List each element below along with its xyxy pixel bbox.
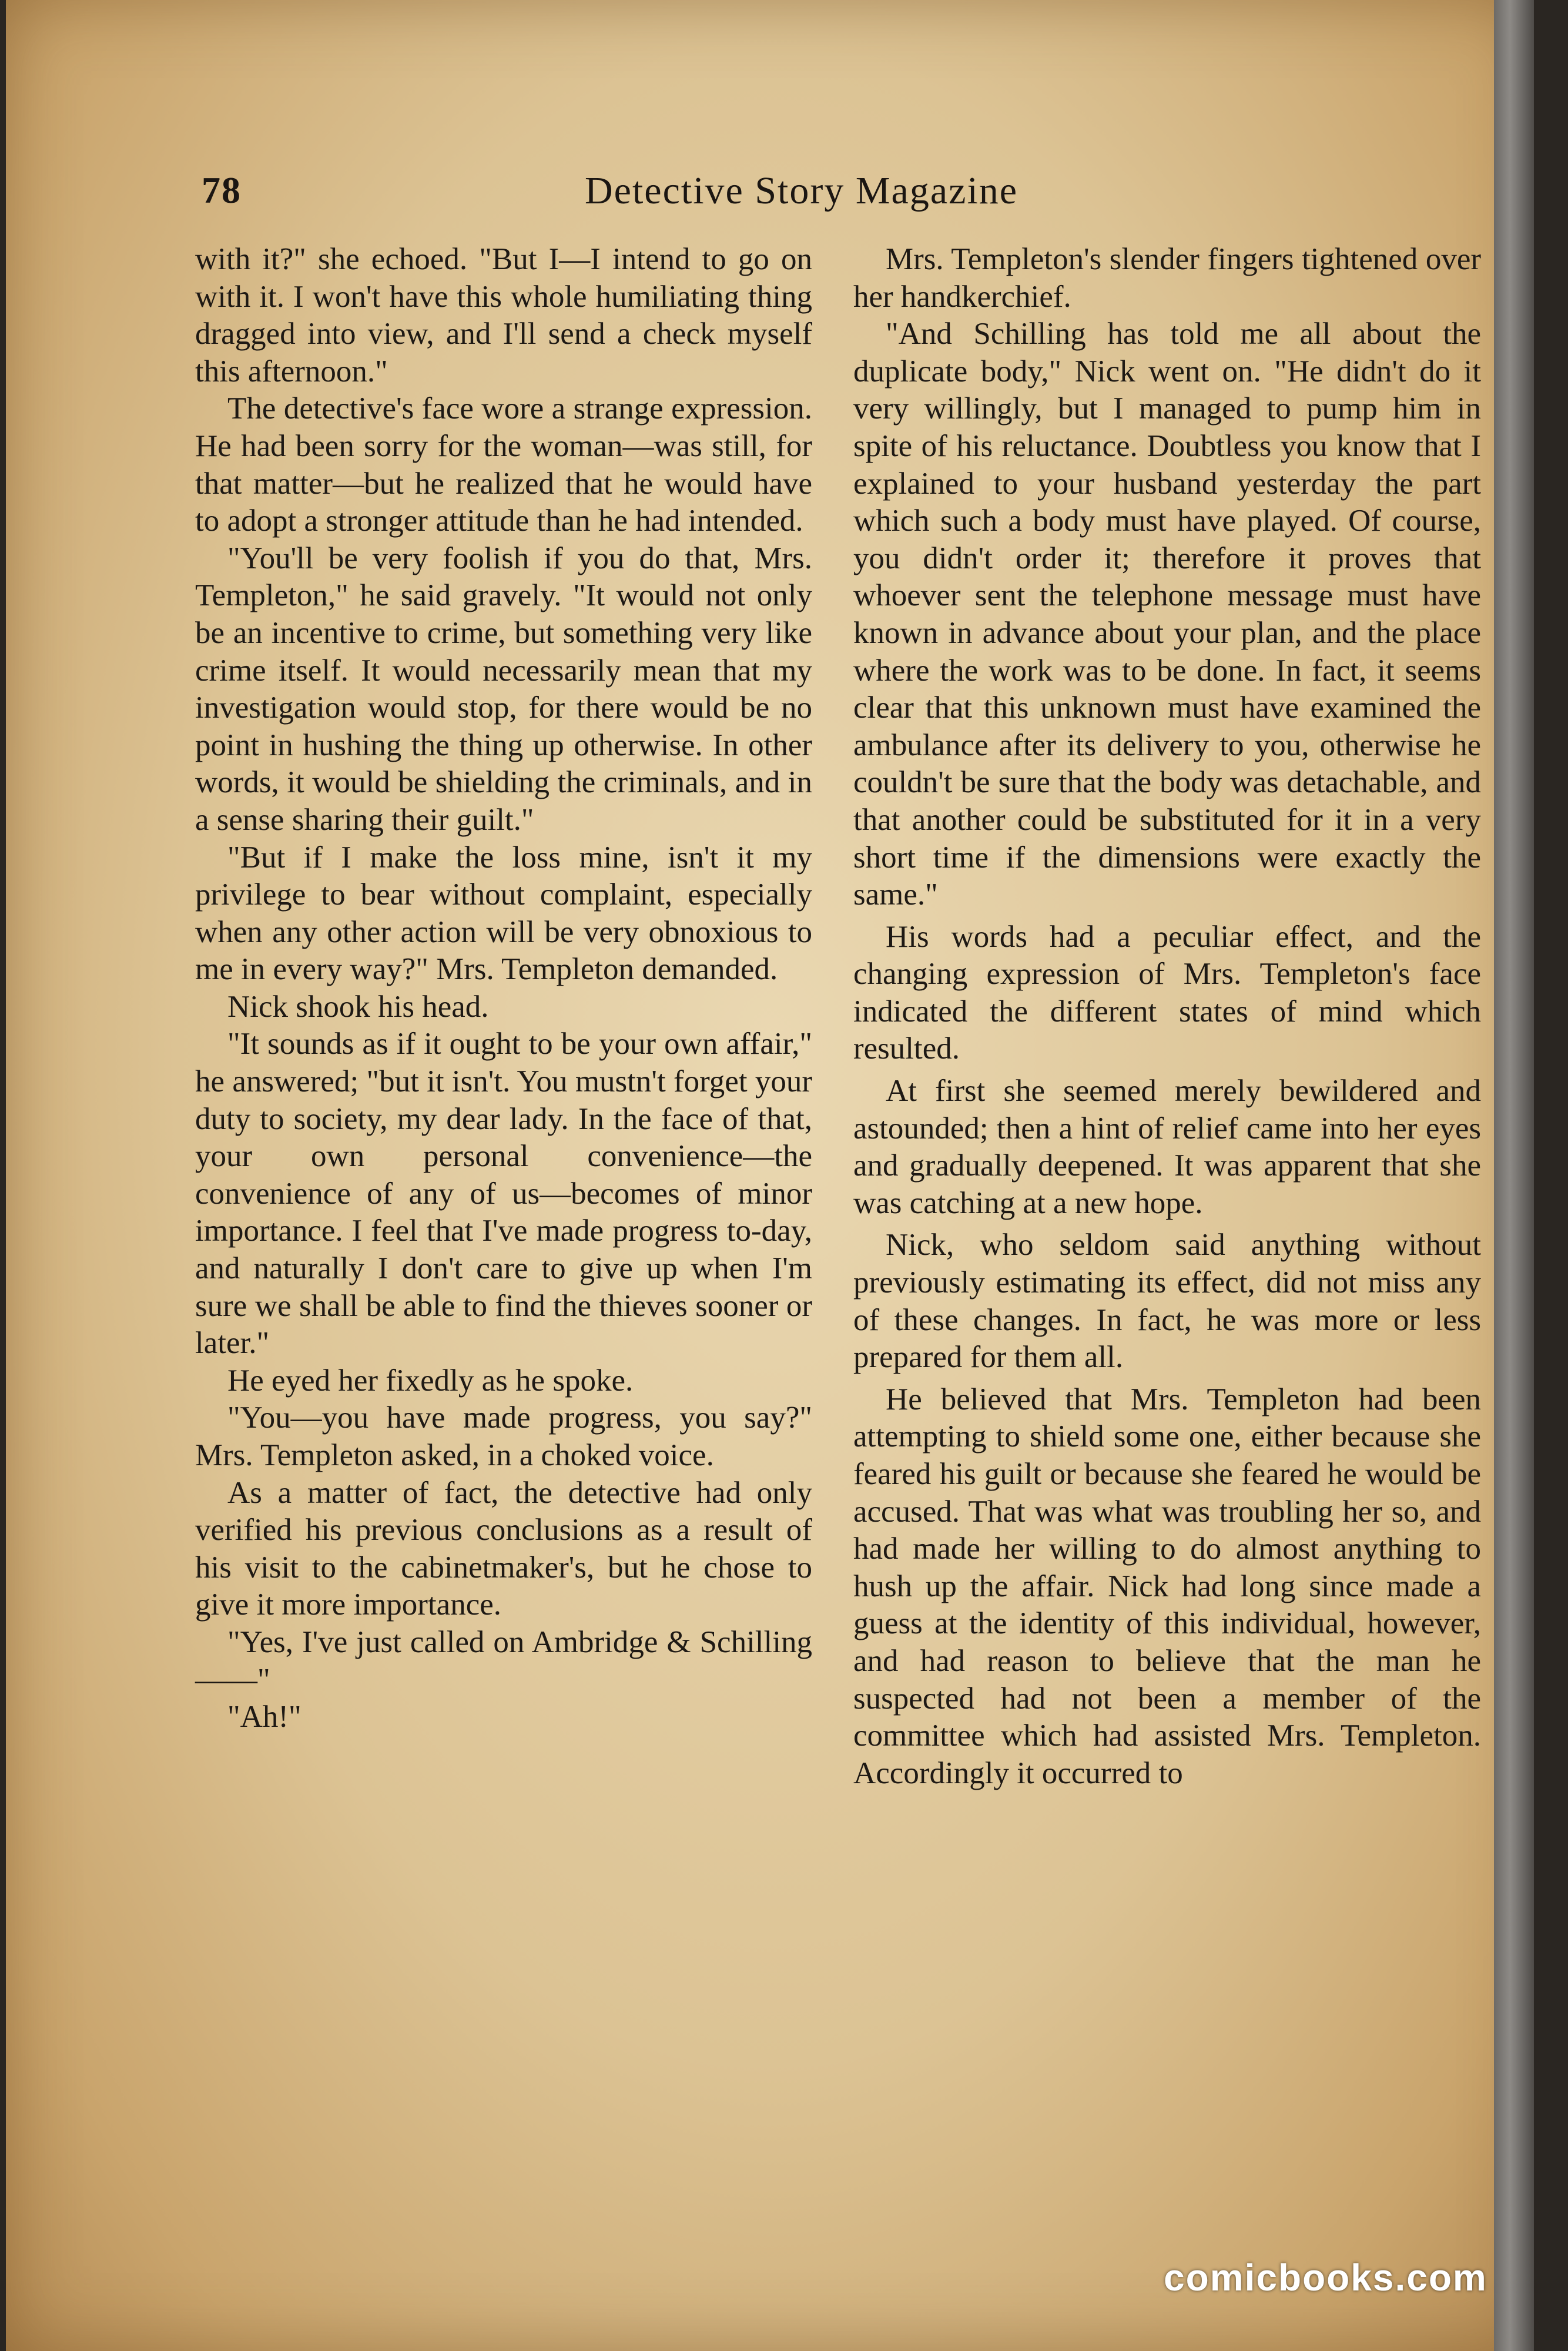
paragraph: His words had a peculiar effect, and the changing expression of Mrs. Templeton's face indicated the different states of mind which resulted. [853, 919, 1481, 1066]
paragraph: "But if I make the loss mine, isn't it my privilege to bear without complaint, especially when any other action will be very obnoxious to me in every way?" Mrs. Templeton demanded. [195, 840, 812, 987]
running-head-title: Detective Story Magazine [585, 169, 1018, 212]
paragraph: He believed that Mrs. Templeton had been attempting to shield some one, either because she feared his guilt or because she feared he would be accused. That was what was troubling her so, and had made her willing to do almost anything to hush up the affair. Nick had long since made a guess at the identity of this individual, however, and had reason to believe that the man he suspected had not been a member of the committee which had assisted Mrs. Templeton. Accordingly it occurred to [853, 1382, 1481, 1790]
paragraph: "You'll be very foolish if you do that, Mrs. Templeton," he said gravely. "It would not only be an incentive to crime, but something very like crime itself. It would necessarily mean that my investigation would stop, for there would be no point in hushing the thing up otherwise. In other words, it would be shielding the criminals, and in a sense sharing their guilt." [195, 541, 812, 837]
right-text-column [853, 241, 1481, 1792]
source-watermark: comicbooks.com [1164, 2256, 1487, 2299]
paragraph: "And Schilling has told me all about the duplicate body," Nick went on. "He didn't do it very willingly, but I managed to pump him in spite of his reluctance. Doubtless you know that I explained to your husband yesterday the part which such a body must have played. Of course, you didn't order it; therefore it proves that whoever sent the telephone message must have known in advance about your plan, and the place where the work was to be done. In fact, it seems clear that this unknown must have examined the ambulance after its delivery to you, otherwise he couldn't be sure that the body was detachable, and that another could be substituted for it in a very short time if the dimensions were exactly the same." [853, 317, 1481, 912]
paragraph: Mrs. Templeton's slender fingers tightened over her handkerchief. [853, 242, 1481, 314]
paragraph: As a matter of fact, the detective had only verified his previous conclusions as a result of his visit to the cabinetmaker's, but he chose to give it more importance. [195, 1475, 812, 1622]
paragraph: The detective's face wore a strange expression. He had been sorry for the woman—was still, for that matter—but he realized that he would have to adopt a stronger attitude than he had intended. [195, 391, 812, 538]
paragraph: Nick, who seldom said anything without previously estimating its effect, did not miss any of these changes. In fact, he was more or less prepared for them all. [853, 1228, 1481, 1375]
paragraph: "Ah!" [227, 1700, 301, 1734]
paragraph: At first she seemed merely bewildered and astounded; then a hint of relief came into her eyes and gradually deepened. It was apparent that she was catching at a new hope. [853, 1074, 1481, 1220]
paragraph: "It sounds as if it ought to be your own affair," he answered; "but it isn't. You mustn't forget your duty to society, my dear lady. In the face of that, your own personal convenience—the convenience of any of us—becomes of minor importance. I feel that I've made progress to-day, and naturally I don't care to give up when I'm sure we shall be able to find the thieves sooner or later." [195, 1027, 812, 1361]
binding-edge [1494, 0, 1534, 2351]
paragraph: "Yes, I've just called on Ambridge & Schilling——" [195, 1625, 812, 1697]
magazine-page [6, 0, 1534, 2351]
left-text-column [195, 241, 812, 1736]
paragraph: "You—you have made progress, you say?" Mrs. Templeton asked, in a choked voice. [195, 1401, 812, 1472]
page-number: 78 [202, 169, 242, 211]
paragraph: with it?" she echoed. "But I—I intend to go on with it. I won't have this whole humiliating thing dragged into view, and I'll send a check myself this afternoon." [195, 242, 812, 389]
paragraph: He eyed her fixedly as he spoke. [227, 1363, 634, 1398]
paragraph: Nick shook his head. [227, 989, 489, 1024]
